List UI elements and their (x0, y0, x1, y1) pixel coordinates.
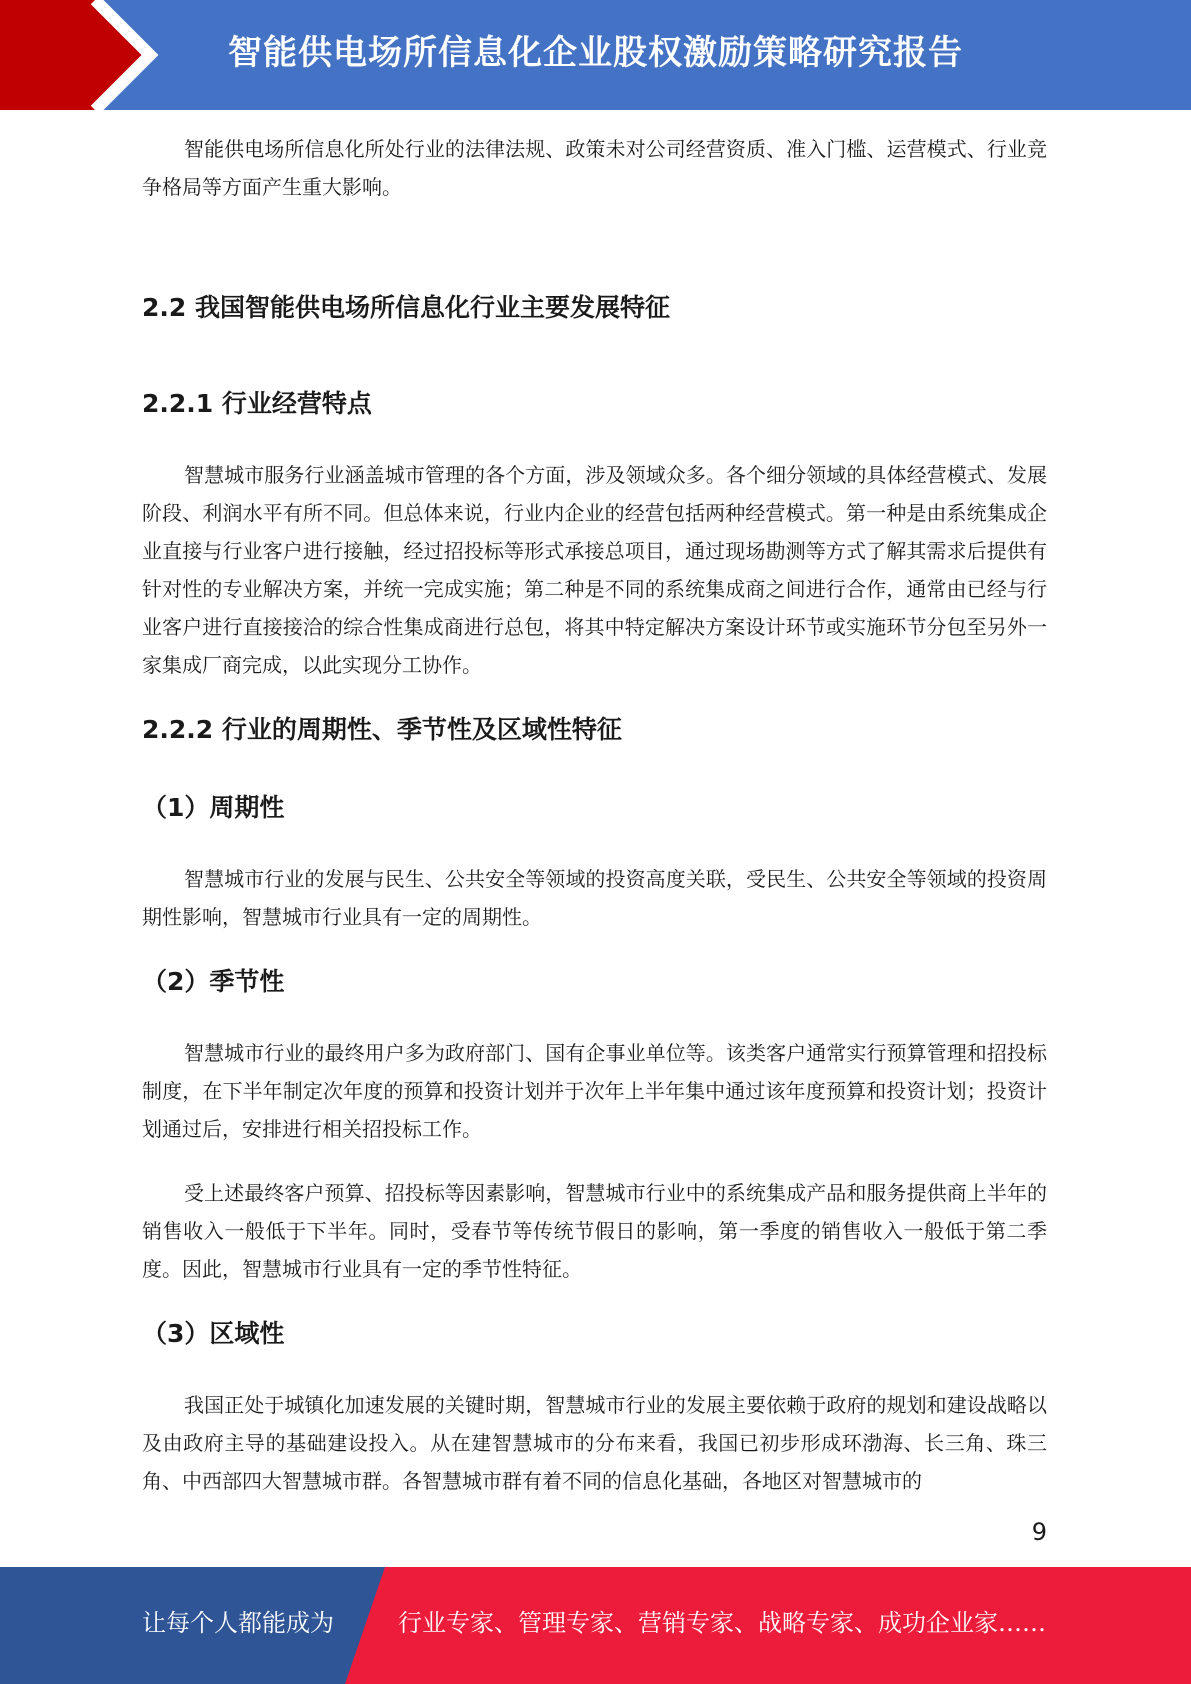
subheading-regional: （3）区域性 (142, 1319, 285, 1348)
paragraph-seasonal-revenue: 受上述最终客户预算、招投标等因素影响，智慧城市行业中的系统集成产品和服务提供商上半年的销售收入一般低于下半年。同时，受春节等传统节假日的影响，第一季度的销售收入一般低于第二季度。因此，智慧城市行业具有一定的季节性特征。 (142, 1181, 1047, 1281)
paragraph-regional: 我国正处于城镇化加速发展的关键时期，智慧城市行业的发展主要依赖于政府的规划和建设战略以及由政府主导的基础建设投入。从在建智慧城市的分布来看，我国已初步形成环渤海、长三角、珠三角、中西部四大智慧城市群。各智慧城市群有着不同的信息化基础，各地区对智慧城市的 (142, 1393, 1047, 1493)
section-heading-2-2-1: 2.2.1 行业经营特点 (142, 389, 372, 418)
section-heading-2-2: 2.2 我国智能供电场所信息化行业主要发展特征 (142, 293, 670, 322)
page-footer (0, 1567, 1191, 1684)
subheading-seasonal: （2）季节性 (142, 967, 285, 996)
footer-slogan-right: 行业专家、管理专家、营销专家、战略专家、成功企业家…… (398, 1609, 1046, 1637)
subheading-cyclical: （1）周期性 (142, 793, 285, 822)
document-title: 智能供电场所信息化企业股权激励策略研究报告 (228, 33, 963, 73)
paragraph-business-model: 智慧城市服务行业涵盖城市管理的各个方面，涉及领域众多。各个细分领域的具体经营模式、发展阶段、利润水平有所不同。但总体来说，行业内企业的经营包括两种经营模式。第一种是由系统集成企业直接与行业客户进行接触，经过招投标等形式承接总项目，通过现场勘测等方式了解其需求后提供有针对性的专业解决方案，并统一完成实施；第二种是不同的系统集成商之间进行合作，通常由已经与行业客户进行直接接洽的综合性集成商进行总包，将其中特定解决方案设计环节或实施环节分包至另外一家集成厂商完成，以此实现分工协作。 (142, 463, 1047, 677)
paragraph-regulations: 智能供电场所信息化所处行业的法律法规、政策未对公司经营资质、准入门槛、运营模式、行业竞争格局等方面产生重大影响。 (142, 137, 1047, 199)
page-number: 9 (1031, 1518, 1047, 1546)
page-header (0, 0, 1191, 110)
section-heading-2-2-2: 2.2.2 行业的周期性、季节性及区域性特征 (142, 715, 622, 744)
footer-slogan-left: 让每个人都能成为 (142, 1609, 334, 1637)
document-body (142, 130, 1047, 1500)
paragraph-seasonal-budget: 智慧城市行业的最终用户多为政府部门、国有企事业单位等。该类客户通常实行预算管理和招投标制度，在下半年制定次年度的预算和投资计划并于次年上半年集中通过该年度预算和投资计划；投资计划通过后，安排进行相关招投标工作。 (142, 1041, 1047, 1141)
paragraph-cyclical: 智慧城市行业的发展与民生、公共安全等领域的投资高度关联，受民生、公共安全等领域的投资周期性影响，智慧城市行业具有一定的周期性。 (142, 867, 1047, 929)
